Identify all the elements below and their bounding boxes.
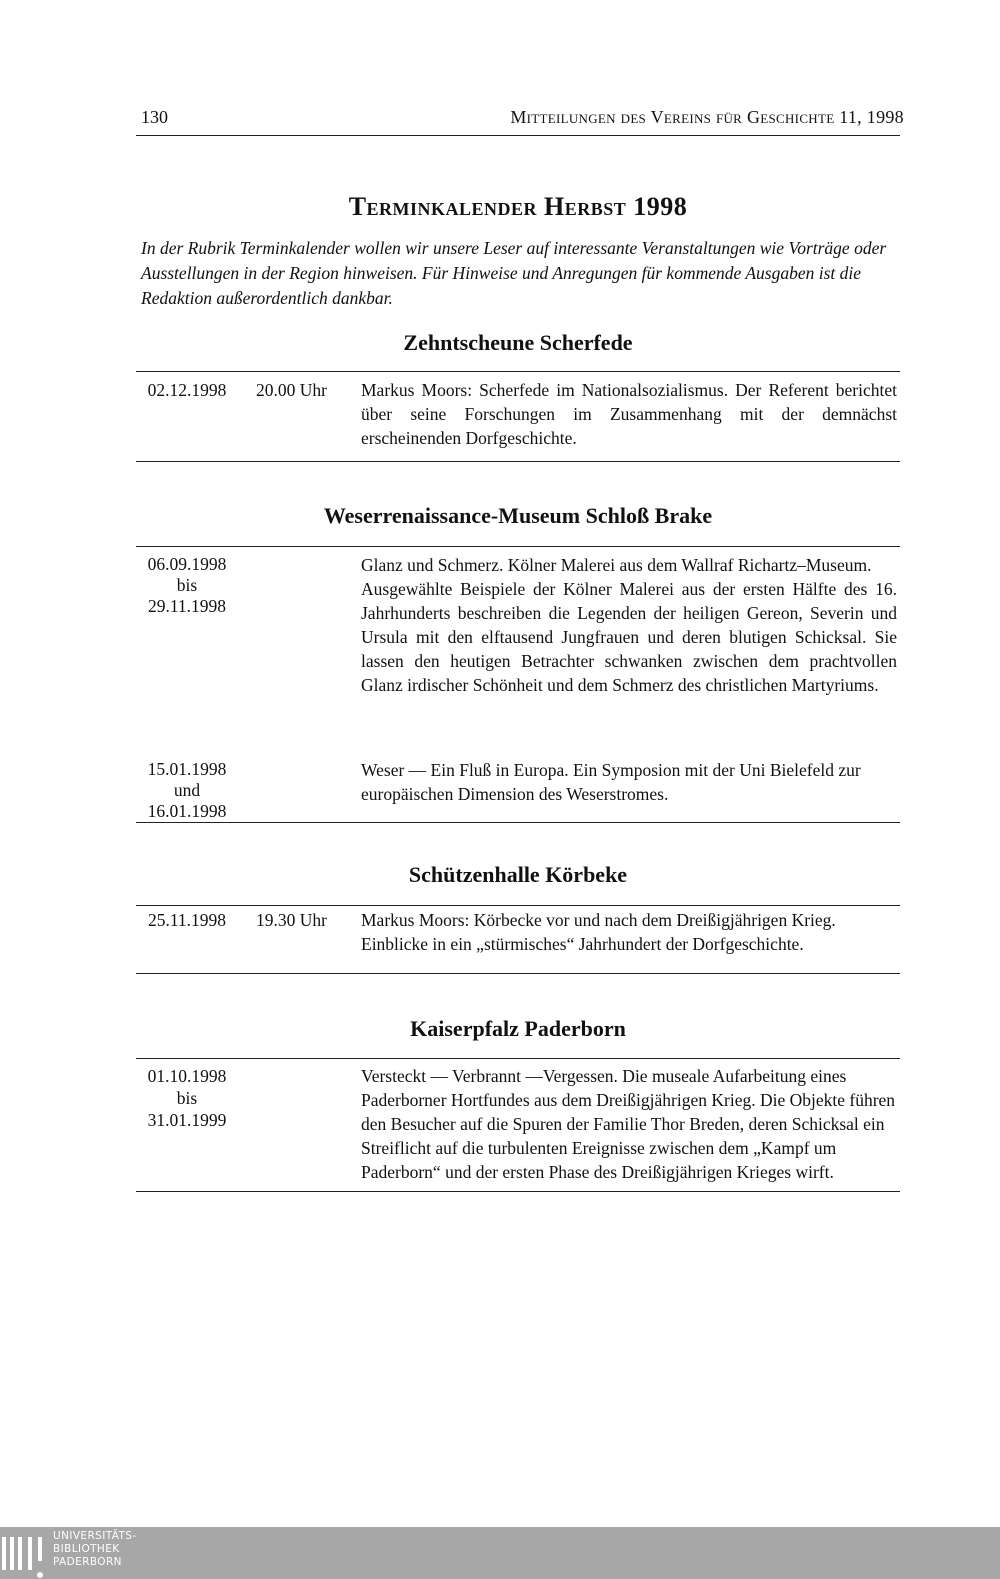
event-date-to: 31.01.1999 <box>147 1110 227 1130</box>
exhibition-description: Ausgewählte Beispiele der Kölner Malerei aus der ersten Hälfte des 16. Jahrhunderts beschreiben die Legenden der heiligen Gereon, Severin und Ursula mit den elftausend Jungfrauen und deren blutigen Schicksal. Sie lassen den heutigen Betrachter schwanken zwischen dem prachtvollen Glanz irdischer Schönheit und dem Schmerz des christlichen Martyriums. <box>361 579 897 695</box>
section-title-brake: Weserrenaissance-Museum Schloß Brake <box>323 503 713 528</box>
event-description: Weser — Ein Fluß in Europa. Ein Symposion mit der Uni Bielefeld zur europäischen Dimension des Weserstromes. <box>361 760 861 804</box>
event-date-from: 01.10.1998 <box>147 1066 227 1086</box>
event-time: 19.30 Uhr <box>256 910 327 930</box>
event-date-from: 15.01.1998 <box>147 759 227 779</box>
event-time: 20.00 Uhr <box>256 380 327 400</box>
library-logo-text: UNIVERSITÄTS- BIBLIOTHEK PADERBORN <box>53 1530 137 1568</box>
event-date-to: 16.01.1998 <box>147 801 227 821</box>
page-number: 130 <box>141 107 168 127</box>
event-date-to: 29.11.1998 <box>147 596 227 616</box>
logo-dot-icon <box>37 1572 43 1578</box>
section-bottom-rule <box>136 822 900 823</box>
section-bottom-rule <box>136 461 900 462</box>
event-description: Markus Moors: Scherfede im Nationalsozialismus. Der Referent berichtet über seine Forschungen im Zusammenhang mit der demnächst erscheinenden Dorfgeschichte. <box>361 380 897 448</box>
header-rule <box>136 135 900 136</box>
event-description <box>361 553 897 697</box>
running-title: Mitteilungen des Vereins für Geschichte 11, 1998 <box>510 107 904 127</box>
intro-paragraph: In der Rubrik Terminkalender wollen wir unsere Leser auf interessante Veranstaltungen wie Vorträge oder Ausstellungen in der Region hinweisen. Für Hinweise und Anregungen für kommende Ausgaben ist die Redaktion außerordentlich dankbar. <box>141 238 887 308</box>
event-description: Versteckt — Verbrannt —Vergessen. Die museale Aufarbeitung eines Paderborner Hortfundes aus dem Dreißigjährigen Krieg. Die Objekte führen den Besucher auf die Spuren der Familie Thor Breden, deren Schicksal ein Streiflicht auf die turbulenten Ereignisse zwischen dem „Kampf um Paderborn“ und der ersten Phase des Dreißigjährigen Krieges wirft. <box>361 1066 896 1182</box>
section-title-koerbeke: Schützenhalle Körbeke <box>408 862 628 887</box>
event-date: 25.11.1998 <box>147 910 227 930</box>
page-title: Terminkalender Herbst 1998 <box>348 192 688 221</box>
event-date-connector: und <box>173 780 201 800</box>
section-bottom-rule <box>136 1191 900 1192</box>
section-bottom-rule <box>136 973 900 974</box>
section-top-rule <box>136 1058 900 1059</box>
library-logo <box>0 1527 160 1579</box>
event-date: 02.12.1998 <box>147 380 227 400</box>
section-top-rule <box>136 371 900 372</box>
section-top-rule <box>136 546 900 547</box>
event-date-from: 06.09.1998 <box>147 554 227 574</box>
section-title-paderborn: Kaiserpfalz Paderborn <box>410 1016 626 1041</box>
event-description: Markus Moors: Körbecke vor und nach dem Dreißigjährigen Krieg. Einblicke in ein „stürmisches“ Jahrhundert der Dorfgeschichte. <box>361 910 836 954</box>
event-date-connector: bis <box>176 575 198 595</box>
exhibition-title: Glanz und Schmerz. Kölner Malerei aus dem Wallraf Richartz–Museum. <box>361 555 872 575</box>
section-title-scherfede: Zehntscheune Scherfede <box>403 330 633 355</box>
event-date-connector: bis <box>176 1088 198 1108</box>
section-top-rule <box>136 905 900 906</box>
